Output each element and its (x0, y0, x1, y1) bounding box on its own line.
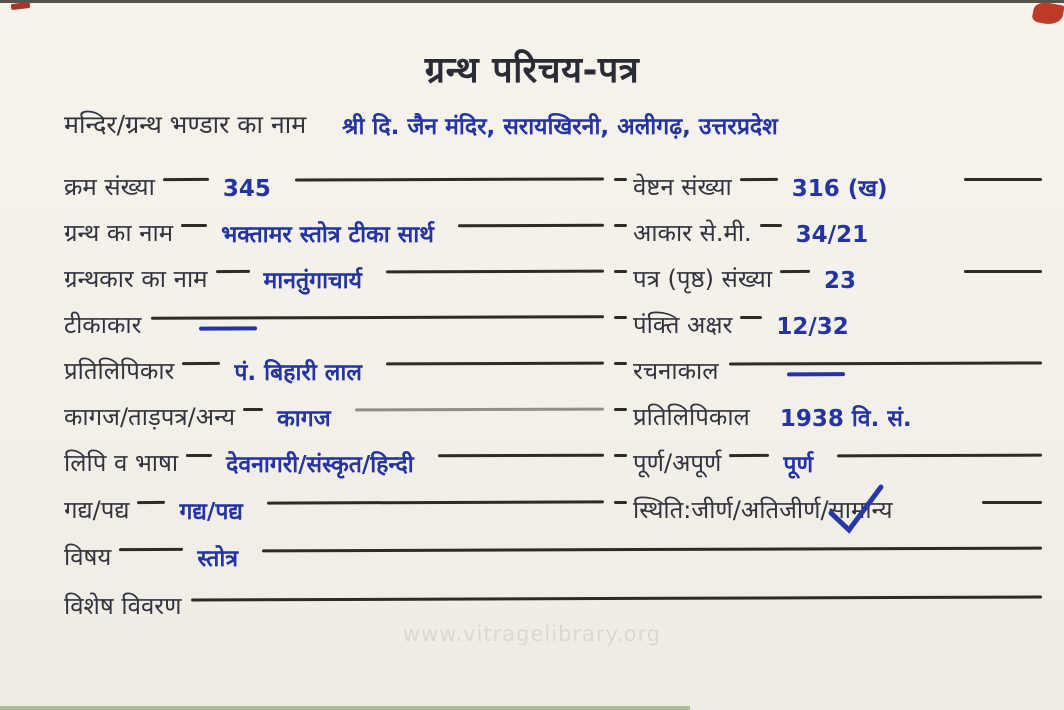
rule-line (267, 500, 604, 504)
field-row-granth-naam (64, 208, 604, 248)
field-label: पत्र (पृष्ठ) संख्या (633, 265, 773, 294)
field-label: मन्दिर/ग्रन्थ भण्डार का नाम (64, 110, 307, 140)
field-label: क्रम संख्या (64, 173, 155, 202)
field-label: पूर्ण/अपूर्ण (633, 449, 722, 478)
scan-top-edge (0, 0, 1064, 3)
leader-line (729, 454, 769, 457)
field-label: स्थिति:जीर्ण/अतिजीर्ण/ (633, 496, 829, 525)
field-value: गद्य/पद्य (179, 498, 243, 525)
field-label: रचनाकाल (633, 357, 719, 386)
field-row-kagaj (64, 392, 604, 432)
field-value: भक्तामर स्तोत्र टीका सार्थ (221, 221, 434, 248)
field-label: टीकाकार (64, 311, 142, 340)
field-label: विशेष विवरण (64, 592, 182, 621)
leader-line (181, 224, 207, 227)
rule-line (729, 361, 1042, 365)
field-value: 345 (222, 175, 271, 202)
field-label: प्रतिलिपिकाल (633, 403, 750, 432)
field-value: पूर्ण (783, 451, 814, 478)
field-label: पंक्ति अक्षर (633, 311, 733, 340)
checked-option-label: सामान्य (828, 496, 893, 525)
field-row-lipi-bhasha (64, 438, 604, 478)
field-label: प्रतिलिपिकार (64, 357, 175, 386)
rule-line (982, 501, 1042, 504)
leader-line (780, 270, 810, 273)
field-value: देवनागरी/संस्कृत/हिन्दी (226, 451, 414, 478)
rule-line (386, 270, 604, 274)
field-row-kram-sankhya (64, 162, 604, 202)
field-label: आकार से.मी. (633, 219, 752, 248)
leader-line (614, 316, 627, 319)
field-value: कागज (277, 405, 331, 432)
leader-line (119, 548, 183, 551)
handwritten-empty-dash (199, 326, 257, 330)
watermark-text: www.vitragelibrary.org (402, 622, 662, 646)
leader-line (614, 178, 627, 181)
rule-line (386, 362, 604, 366)
leader-line (614, 270, 627, 273)
rule-line (458, 224, 604, 228)
rule-line (964, 270, 1042, 273)
leader-line (182, 362, 220, 365)
leader-line (614, 224, 627, 227)
field-value: स्तोत्र (197, 545, 239, 572)
leader-line (216, 270, 250, 273)
field-value: 316 (ख) (791, 175, 888, 202)
handwritten-empty-dash (787, 372, 845, 376)
leader-line (760, 224, 782, 227)
field-value: श्री दि. जैन मंदिर, सरायखिरनी, अलीगढ़, उत्तरप्रदेश (342, 113, 778, 140)
rule-line (964, 178, 1042, 181)
red-ink-mark-top-right (1031, 1, 1064, 27)
field-row-pankti-akshar (614, 300, 1042, 340)
field-value: पं. बिहारी लाल (234, 359, 362, 386)
field-row-mandir-name (64, 100, 1042, 140)
rule-line (262, 547, 1042, 553)
leader-line (243, 408, 263, 411)
field-label: कागज/ताड़पत्र/अन्य (64, 403, 236, 432)
leader-line (614, 408, 627, 411)
leader-line (740, 178, 778, 181)
field-row-veshtan-sankhya (614, 162, 1042, 202)
red-ink-mark-top-left (11, 2, 31, 10)
field-row-pratilipikar (64, 346, 604, 386)
field-row-granthkar-naam (64, 254, 604, 294)
rule-line (837, 454, 1042, 458)
field-row-purn-apurn (614, 438, 1042, 478)
field-label: ग्रन्थकार का नाम (64, 265, 208, 294)
rule-line (355, 408, 604, 412)
rule-line (151, 315, 604, 320)
field-row-vishay (64, 532, 1042, 572)
leader-line (186, 454, 212, 457)
field-row-gadya-padya (64, 485, 604, 525)
field-row-patra-sankhya (614, 254, 1042, 294)
field-label: ग्रन्थ का नाम (64, 219, 174, 248)
field-label: गद्य/पद्य (64, 496, 130, 525)
field-label: वेष्टन संख्या (633, 173, 732, 202)
field-value: मानतुंगाचार्य (263, 267, 362, 294)
field-row-tikakar (64, 300, 604, 340)
field-label: विषय (64, 543, 112, 572)
rule-line (295, 177, 604, 181)
page-title: ग्रन्थ परिचय-पत्र (424, 50, 640, 91)
checked-option (829, 497, 893, 525)
leader-line (137, 501, 165, 504)
field-label: लिपि व भाषा (64, 449, 179, 478)
field-row-pratilipikal (614, 392, 1042, 432)
rule-line (438, 454, 604, 458)
field-row-sthiti (614, 485, 1042, 525)
scan-bottom-edge (0, 706, 690, 710)
leader-line (614, 362, 627, 365)
field-value: 34/21 (795, 221, 869, 248)
leader-line (163, 178, 209, 181)
field-value: 1938 वि. सं. (779, 405, 912, 432)
leader-line (614, 501, 627, 504)
leader-line (740, 316, 762, 319)
field-row-vishesh-vivran (64, 581, 1042, 621)
field-value: 23 (824, 267, 857, 294)
rule-line (191, 596, 1042, 602)
field-value: 12/32 (776, 313, 849, 340)
field-row-rachnakal (614, 346, 1042, 386)
field-row-aakar (614, 208, 1042, 248)
leader-line (614, 454, 627, 457)
